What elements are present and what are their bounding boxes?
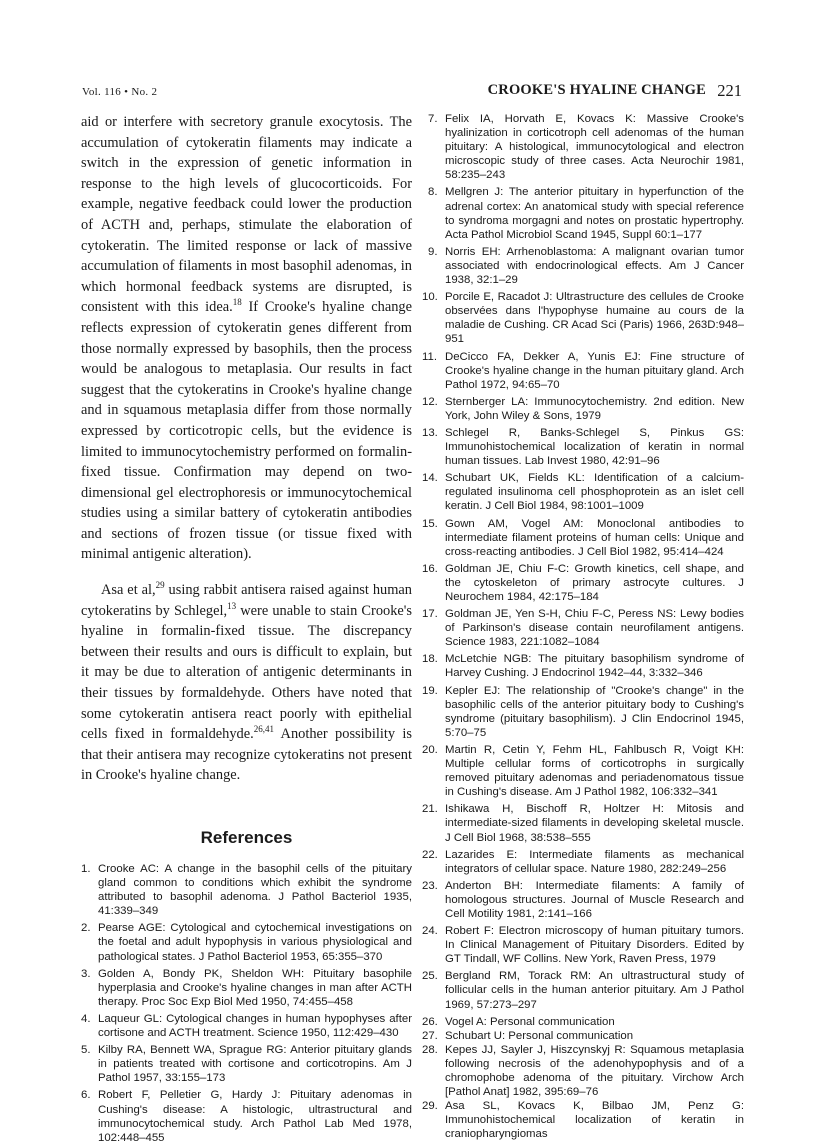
reference-item: 16. Goldman JE, Chiu F-C: Growth kinetics, cell shape, and the cytoskeleton of primary astrocyte cultures. J Neurochem 1984, 42:175–184 bbox=[422, 562, 744, 603]
reference-item: 20. Martin R, Cetin Y, Fehm HL, Fahlbusch R, Voigt KH: Multiple cellular forms of corticotrophs in surgically removed pituitary adenomas and periadenomatous tissue in Cushing's disease. Am J Pathol 1982, 106:332–341 bbox=[422, 743, 744, 799]
reference-item: 26. Vogel A: Personal communication bbox=[422, 1015, 615, 1028]
reference-item: 8. Mellgren J: The anterior pituitary in hyperfunction of the adrenal cortex: An anatomical study with special reference to syndroma morgagni and notes on prostatic hypertrophy. Acta Pathol Microbiol Scand 1945, Suppl 60:1–177 bbox=[428, 186, 744, 241]
reference-item: 9. Norris EH: Arrhenoblastoma: A malignant ovarian tumor associated with endocrinological effects. Am J Cancer 1938, 32:1–29 bbox=[428, 245, 744, 287]
reference-item: 11. DeCicco FA, Dekker A, Yunis EJ: Fine structure of Crooke's hyaline change in the human pituitary gland. Arch Pathol 1972, 94:65–70 bbox=[422, 350, 744, 391]
reference-item: 7. Felix IA, Horvath E, Kovacs K: Massive Crooke's hyalinization in corticotroph cell adenomas of the human pituitary: A histological, immunocytological and electron microscopic study of three cases. Acta Neurochir 1981, 58:235–243 bbox=[428, 113, 744, 182]
reference-item: 10. Porcile E, Racadot J: Ultrastructure des cellules de Crooke observées dans l'hypophyse humaine au cours de la maladie de Cushing. CR Acad Sci (Paris) 1966, 263D:948–951 bbox=[422, 291, 744, 346]
reference-item: 15. Gown AM, Vogel AM: Monoclonal antibodies to intermediate filament proteins of human cells: Unique and cross-reacting antibodies. J Cell Biol 1982, 95:414–424 bbox=[422, 517, 744, 558]
citation[interactable]: 13 bbox=[227, 600, 237, 611]
reference-item: 4. Laqueur GL: Cytological changes in human hypophyses after cortisone and ACTH treatment. Science 1950, 112:429–430 bbox=[81, 1012, 412, 1040]
right-column bbox=[422, 112, 744, 1141]
reference-item: 27. Schubart U: Personal communication bbox=[422, 1029, 634, 1042]
reference-item: 22. Lazarides E: Intermediate filaments as mechanical integrators of cellular space. Nature 1980, 282:249–256 bbox=[422, 848, 744, 875]
volume-issue: Vol. 116 • No. 2 bbox=[82, 86, 158, 98]
reference-item: 18. McLetchie NGB: The pituitary basophilism syndrome of Harvey Cushing. J Endocrinol 1942–44, 3:332–346 bbox=[422, 653, 744, 680]
reference-item: 14. Schubart UK, Fields KL: Identification of a calcium-regulated insulinoma cell phosphoprotein as an islet cell keratin. J Cell Biol 1984, 98:1001–1009 bbox=[422, 472, 744, 513]
citation[interactable]: 18 bbox=[232, 297, 242, 308]
reference-item: 28. Kepes JJ, Sayler J, Hiszcynskyj R: Squamous metaplasia following necrosis of the adenohypophysis and of a chromophobe adenoma of the pituitary. Virchow Arch [Pathol Anat] 1982, 395:69–76 bbox=[422, 1043, 744, 1099]
reference-list-right bbox=[422, 112, 744, 1141]
reference-item: 3. Golden A, Bondy PK, Sheldon WH: Pituitary basophile hyperplasia and Crooke's hyaline changes in man after ACTH therapy. Proc Soc Exp Biol Med 1950, 74:455–458 bbox=[81, 967, 412, 1008]
reference-item: 21. Ishikawa H, Bischoff R, Holtzer H: Mitosis and intermediate-sized filaments in developing skeletal muscle. J Cell Biol 1968, 38:538–555 bbox=[422, 803, 744, 844]
citation[interactable]: 29 bbox=[155, 580, 165, 591]
reference-item: 5. Kilby RA, Bennett WA, Sprague RG: Anterior pituitary glands in patients treated with cortisone and corticotropins. Am J Pathol 1957, 33:155–173 bbox=[81, 1044, 412, 1085]
reference-item: 25. Bergland RM, Torack RM: An ultrastructural study of follicular cells in the human anterior pituitary. Am J Pathol 1969, 57:273–297 bbox=[422, 970, 744, 1011]
body-paragraph-2: Asa et al,$^{29}$ using rabbit antisera raised against human cytokeratins by Schlegel,$^{13}$ were unable to stain Crooke's hyaline in formalin-fixed tissue. The discrepancy between their results and ours is difficult to explain, but it may be due to alteration of antigenic determinants in their tissues by formaldehyde. Others have noted that some cytokeratin antisera react poorly with epithelial cells fixed in formaldehyde.$^{26,41}$ Another possibility is that their antisera may recognize cytokeratins not present in Crooke's hyaline change. bbox=[81, 580, 413, 784]
citation[interactable]: 26,41 bbox=[253, 724, 274, 735]
running-head: CROOKE'S HYALINE CHANGE bbox=[487, 82, 706, 98]
reference-item: 19. Kepler EJ: The relationship of "Crooke's change" in the basophilic cells of the anterior pituitary body to Cushing's syndrome (pituitary basophilism). J Clin Endocrinol 1945, 5:70–75 bbox=[422, 684, 744, 739]
page-header bbox=[82, 82, 742, 104]
reference-item: 12. Sternberger LA: Immunocytochemistry. 2nd edition. New York, John Wiley & Sons, 1979 bbox=[422, 395, 744, 422]
reference-list-left bbox=[81, 862, 412, 1145]
reference-item: 2. Pearse AGE: Cytological and cytochemical investigations on the foetal and adult hypophysis in various physiological and pathological states. J Pathol Bacteriol 1953, 65:355–370 bbox=[81, 922, 412, 963]
left-column bbox=[81, 112, 412, 1145]
reference-item: 23. Anderton BH: Intermediate filaments: A family of homologous structures. Journal of Muscle Research and Cell Motility 1981, 2:141–166 bbox=[422, 879, 744, 920]
reference-item: 1. Crooke AC: A change in the basophil cells of the pituitary gland common to conditions which exhibit the syndrome attributed to basophil adenoma. J Pathol Bacteriol 1935, 41:339–349 bbox=[81, 863, 412, 918]
reference-item: 29. Asa SL, Kovacs K, Bilbao JM, Penz G: Immunohistochemical localization of keratin in craniopharyngiomas bbox=[422, 1100, 744, 1141]
page-number: 221 bbox=[717, 81, 742, 100]
reference-item: 24. Robert F: Electron microscopy of human pituitary tumors. In Clinical Management of Pituitary Disorders. Edited by GT Tindall, WF Collins. New York, Raven Press, 1979 bbox=[422, 925, 744, 966]
body-paragraph-1: aid or interfere with secretory granule exocytosis. The accumulation of cytokeratin filaments may indicate a switch in the expression of genetic information in response to the high levels of glucocorticoids. For example, negative feedback could lower the production of ACTH and, perhaps, stimulate the elaboration of cytokeratin. The limited response or lack of massive accumulation of filaments in most basophil adenomas, in which hormonal feedback systems are disrupted, is consistent with this idea.$^{18}$ If Crooke's hyaline change reflects expression of cytokeratin genes different from those normally expressed by basophils, then the process would be analogous to metaplasia. Our results in fact suggest that the cytokeratins in Crooke's hyaline change and in squamous metaplasia differ from those normally expressed by corticotropic cells, but the evidence is limited to immunocytochemistry performed on formalin-fixed tissue. Confirmation may depend on two-dimensional gel electrophoresis or immunocytochemical studies using a similar battery of cytokeratin antibodies and sections of frozen tissue (or tissue fixed with minimal antigenic alteration). bbox=[81, 114, 412, 563]
reference-item: 6. Robert F, Pelletier G, Hardy J: Pituitary adenomas in Cushing's disease: A histologic, ultrastructural and immunocytochemical study. Arch Pathol Lab Med 1978, 102:448–455 bbox=[81, 1089, 412, 1144]
reference-item: 17. Goldman JE, Yen S-H, Chiu F-C, Peress NS: Lewy bodies of Parkinson's disease contain neurofilament antigens. Science 1983, 221:1082–1084 bbox=[422, 608, 744, 649]
references-heading: References bbox=[200, 828, 293, 847]
reference-item: 13. Schlegel R, Banks-Schlegel S, Pinkus GS: Immunohistochemical localization of keratin in normal human tissues. Lab Invest 1980, 42:91–96 bbox=[422, 426, 744, 468]
